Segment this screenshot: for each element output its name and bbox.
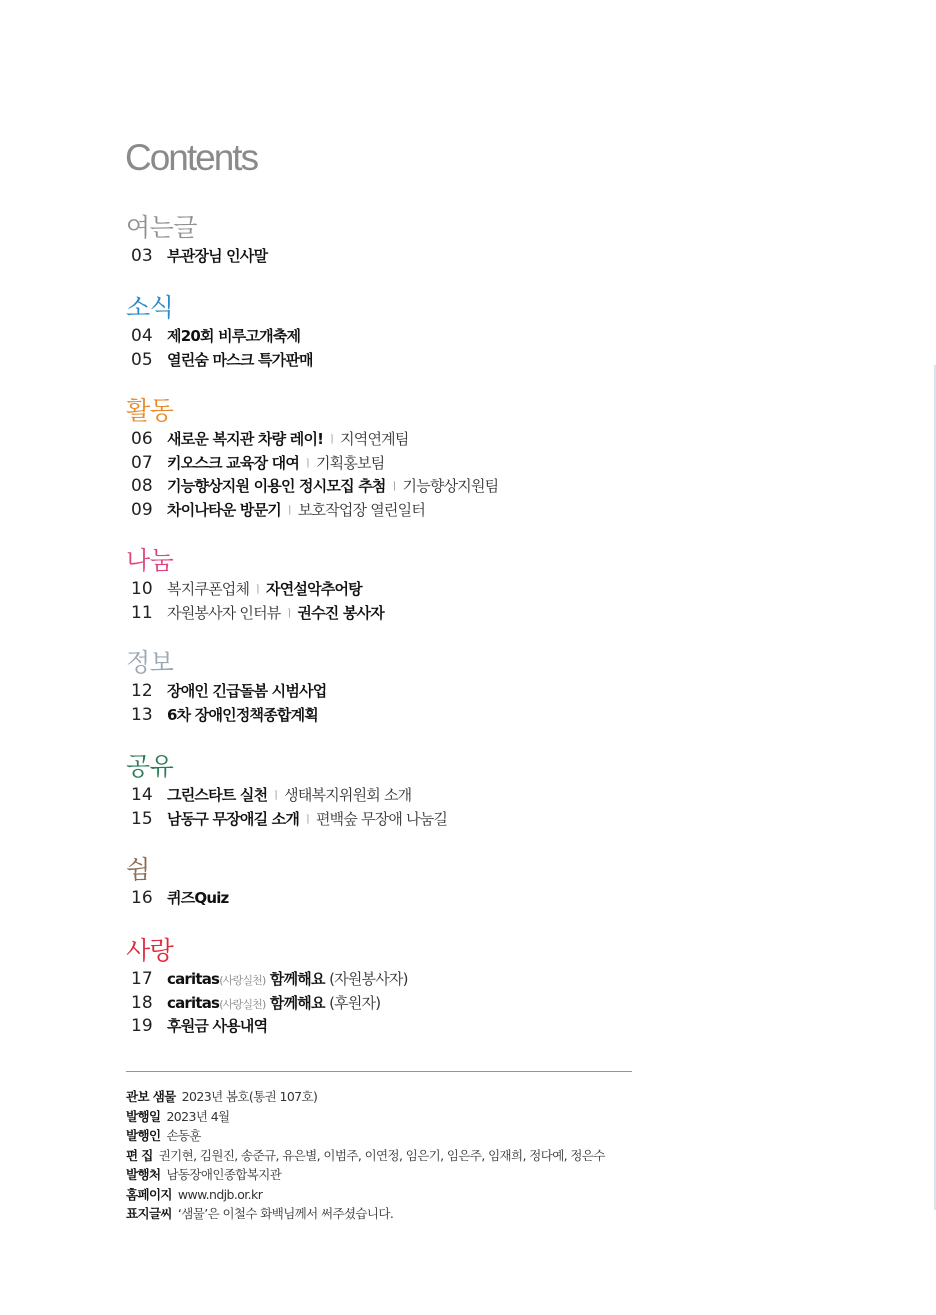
page-number: 07: [131, 452, 153, 473]
entry-title: [167, 968, 408, 993]
section-info: [126, 648, 327, 727]
colophon-row: [126, 1204, 605, 1224]
page-number: 12: [131, 681, 153, 701]
section-share: [126, 752, 448, 831]
toc-entry[interactable]: [126, 452, 385, 476]
entry-text: (자원봉사자): [329, 970, 408, 988]
toc-entry[interactable]: [126, 887, 229, 911]
separator: ㅣ: [327, 435, 337, 446]
entry-text: caritas: [167, 970, 220, 988]
colophon-row: [126, 1126, 605, 1146]
section-heading: 사랑: [126, 936, 174, 965]
page-number: 09: [131, 499, 153, 520]
section-heading: 소식: [126, 293, 174, 322]
toc-entry[interactable]: [126, 968, 408, 992]
section-heading: 나눔: [126, 546, 174, 575]
colophon-row: [126, 1087, 605, 1107]
toc-entry[interactable]: [126, 245, 268, 269]
entry-title: [167, 475, 498, 501]
entry-title: [167, 452, 384, 478]
entry-text: (후원자): [329, 993, 381, 1012]
entry-text: 기능향상지원팀: [402, 477, 499, 495]
colophon-row: [126, 1165, 605, 1185]
colophon-value[interactable]: www.ndjb.or.kr: [177, 1186, 263, 1202]
entry-title: [167, 992, 380, 1017]
entry-text: (사랑실천): [219, 974, 266, 987]
section-heading: 여는글: [126, 213, 197, 242]
colophon-value: 남동장애인종합복지관: [166, 1167, 282, 1182]
entry-text: 부관장님 인사말: [167, 247, 268, 265]
entry-text: 자연설악추어탕: [266, 580, 362, 598]
entry-text: 장애인 긴급돌봄 시범사업: [167, 682, 327, 700]
toc-entry[interactable]: [126, 428, 409, 452]
colophon-value: 권기현, 김원진, 송준규, 유은별, 이범주, 이연정, 임은기, 임은주, 임재희, 정다예, 정은수: [158, 1147, 605, 1163]
page-number: 03: [131, 246, 153, 266]
section-love: [126, 936, 408, 1039]
entry-text: 남동구 무장애길 소개: [167, 809, 300, 828]
colophon-row: [126, 1107, 605, 1127]
colophon-row: [126, 1146, 605, 1166]
toc-entry[interactable]: [126, 784, 412, 808]
entry-text: 후원금 사용내역: [167, 1017, 268, 1035]
entry-text: 그린스타트 실천: [167, 786, 268, 804]
entry-title: [167, 245, 267, 269]
colophon-row: [126, 1185, 605, 1205]
separator: ㅣ: [253, 585, 263, 596]
colophon-label: 관보 샘물: [126, 1089, 176, 1104]
entry-title: [167, 499, 425, 525]
section-news: [126, 293, 313, 372]
entry-text: 퀴즈Quiz: [167, 889, 229, 907]
entry-text: 6차 장애인정책종합계획: [167, 705, 318, 724]
toc-entry[interactable]: [126, 578, 362, 602]
colophon: [126, 1087, 605, 1224]
colophon-divider: [126, 1071, 632, 1072]
entry-title: [167, 680, 326, 704]
entry-title: [167, 602, 384, 628]
entry-text: 함께해요: [265, 993, 330, 1012]
toc-entry[interactable]: [126, 1015, 268, 1039]
entry-text: 함께해요: [265, 970, 330, 988]
page-number: 05: [131, 349, 153, 370]
separator: ㅣ: [284, 505, 294, 517]
separator: ㅣ: [303, 814, 312, 826]
entry-title: [167, 578, 362, 604]
colophon-label: 발행인: [126, 1128, 161, 1143]
colophon-label: 홈페이지: [126, 1186, 172, 1202]
entry-text: 복지쿠폰업체: [167, 580, 250, 598]
toc-entry[interactable]: [126, 602, 384, 626]
entry-text: 키오스크 교육장 대여: [167, 453, 300, 472]
entry-text: caritas: [167, 993, 220, 1012]
section-activity: [126, 396, 499, 522]
page-number: 10: [131, 579, 153, 599]
page-number: 15: [131, 808, 153, 829]
section-heading: 활동: [126, 396, 174, 425]
entry-title: [167, 349, 313, 373]
entry-text: 생태복지위원회 소개: [284, 786, 412, 804]
section-heading: 공유: [126, 752, 174, 781]
toc-entry[interactable]: [126, 475, 499, 499]
toc-entry[interactable]: [126, 680, 327, 704]
colophon-value: 2023년 봄호(통권 107호): [181, 1089, 318, 1104]
entry-title: [167, 784, 411, 810]
colophon-value: ‘샘물’은 이철수 화백님께서 써주셨습니다.: [177, 1206, 394, 1221]
entry-title: [167, 325, 300, 349]
section-rest: [126, 855, 229, 911]
page-number: 11: [131, 602, 153, 623]
toc-entry[interactable]: [126, 499, 426, 523]
entry-text: 새로운 복지관 차량 레이!: [167, 430, 324, 448]
entry-text: 차이나타운 방문기: [167, 500, 281, 519]
page-number: 18: [131, 992, 153, 1013]
toc-entry[interactable]: [126, 808, 448, 832]
colophon-label: 발행처: [126, 1167, 161, 1182]
separator: ㅣ: [389, 482, 399, 493]
separator: ㅣ: [284, 608, 294, 620]
entry-title: [167, 428, 409, 454]
page-number: 06: [131, 429, 153, 449]
entry-text: 권수진 봉사자: [297, 603, 384, 622]
colophon-value: 손동훈: [166, 1128, 201, 1143]
entry-text: 기능향상지원 이용인 정시모집 추첨: [167, 477, 386, 495]
entry-title: [167, 704, 318, 728]
toc-entry[interactable]: [126, 325, 301, 349]
separator: ㅣ: [303, 458, 312, 470]
page-number: 04: [131, 326, 153, 346]
toc-entry[interactable]: [126, 992, 381, 1016]
entry-text: 보호작업장 열린일터: [297, 500, 426, 519]
entry-text: (사랑실천): [219, 997, 266, 1011]
entry-text: 열린숨 마스크 특가판매: [167, 350, 313, 369]
section-opening: [126, 213, 268, 269]
entry-title: [167, 887, 228, 911]
section-heading: 쉼: [126, 855, 150, 884]
entry-text: 기획홍보팀: [315, 453, 385, 472]
toc-entry[interactable]: [126, 349, 313, 373]
entry-text: 편백숲 무장애 나눔길: [315, 809, 448, 828]
colophon-label: 발행일: [126, 1108, 161, 1124]
section-heading: 정보: [126, 648, 174, 677]
toc-entry[interactable]: [126, 704, 318, 728]
page-title: Contents: [125, 137, 258, 178]
entry-title: [167, 1015, 267, 1039]
separator: ㅣ: [271, 791, 281, 802]
entry-text: 제20회 비루고개축제: [167, 327, 301, 345]
colophon-label: 표지글씨: [126, 1206, 172, 1221]
page-number: 08: [131, 476, 153, 496]
page-number: 17: [131, 969, 153, 989]
page-number: 13: [131, 704, 153, 725]
colophon-label: 편 집: [126, 1147, 153, 1163]
page-number: 19: [131, 1016, 153, 1036]
colophon-value: 2023년 4월: [166, 1108, 230, 1124]
entry-text: 지역연계팀: [340, 430, 409, 448]
entry-title: [167, 808, 447, 834]
section-sharing: [126, 546, 384, 625]
entry-text: 자원봉사자 인터뷰: [167, 603, 281, 622]
page-number: 14: [131, 785, 153, 805]
page-number: 16: [131, 888, 153, 908]
